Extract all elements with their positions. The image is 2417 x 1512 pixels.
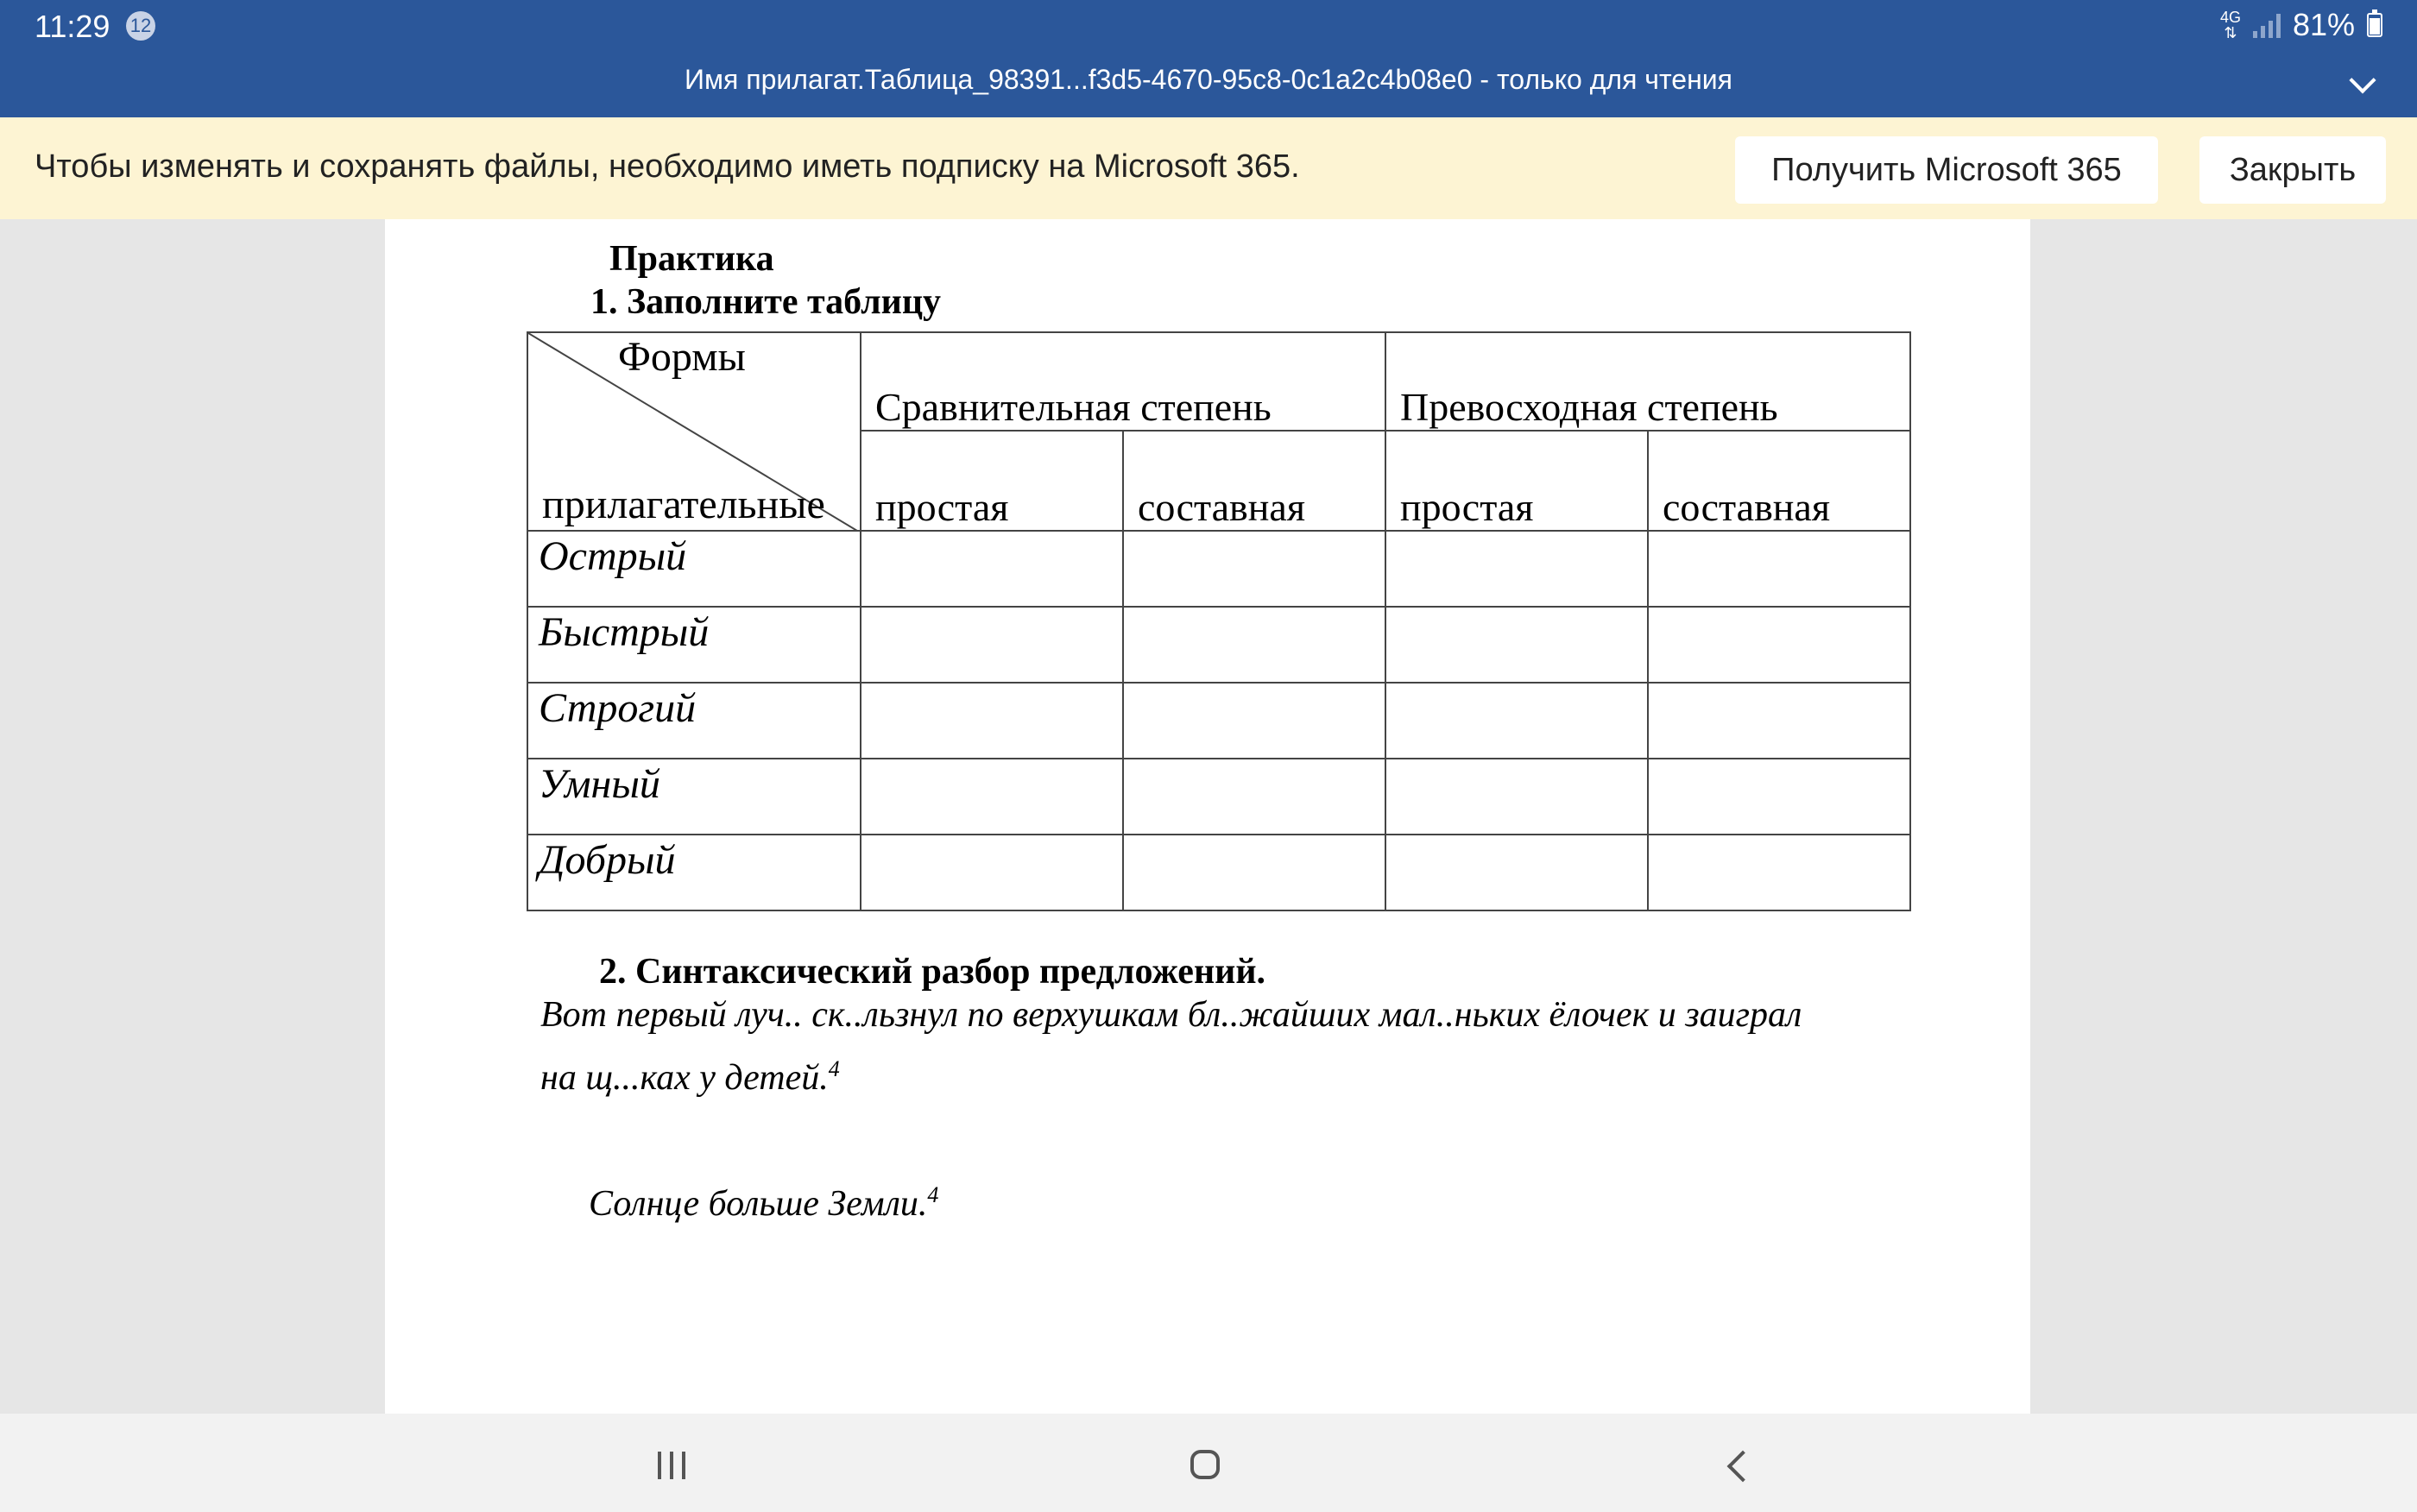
document-page xyxy=(385,219,2030,1414)
recents-icon[interactable] xyxy=(658,1452,685,1479)
close-banner-button[interactable]: Закрыть xyxy=(2199,136,2386,204)
subheader-compound: составная xyxy=(1123,431,1385,531)
subheader-compound: составная xyxy=(1648,431,1910,531)
sentence2: Солнце больше Земли.$^4$ xyxy=(589,1182,939,1224)
empty-cell xyxy=(1385,683,1648,759)
empty-cell xyxy=(1648,531,1910,607)
document-title[interactable]: Имя прилагат.Таблица_98391...f3d5-4670-95c8-0c1a2c4b08e0 - только для чтения xyxy=(685,64,1732,95)
adjective-cell: Быстрый xyxy=(527,607,861,683)
empty-cell xyxy=(1123,607,1385,683)
task1-title: 1. Заполните таблицу xyxy=(590,282,942,322)
empty-cell xyxy=(861,835,1123,910)
adjective-cell: Острый xyxy=(527,531,861,607)
get-microsoft-365-button[interactable]: Получить Microsoft 365 xyxy=(1735,136,2158,204)
subheader-simple: простая xyxy=(1385,431,1648,531)
corner-label-adjectives: прилагательные xyxy=(542,482,825,527)
empty-cell xyxy=(861,683,1123,759)
empty-cell xyxy=(1385,835,1648,910)
banner-message: Чтобы изменять и сохранять файлы, необходимо иметь подписку на Microsoft 365. xyxy=(35,148,1300,185)
adjective-cell: Строгий xyxy=(527,683,861,759)
adjective-cell: Умный xyxy=(527,759,861,835)
task2-title: 2. Синтаксический разбор предложений. xyxy=(599,952,1266,992)
empty-cell xyxy=(1123,683,1385,759)
empty-cell xyxy=(1385,531,1648,607)
subscription-banner xyxy=(0,117,2417,219)
subheader-simple: простая xyxy=(861,431,1123,531)
adjective-cell: Добрый xyxy=(527,835,861,910)
table-row xyxy=(527,835,1910,910)
sentence1-line1: Вот первый луч.. ск..льзнул по верхушкам бл..жайших мал..ньких ёлочек и заиграл xyxy=(540,995,1802,1035)
empty-cell xyxy=(861,607,1123,683)
table-row xyxy=(527,607,1910,683)
table-corner-cell xyxy=(527,332,861,531)
section-title: Практика xyxy=(609,239,774,279)
empty-cell xyxy=(1123,835,1385,910)
battery-level: 81% xyxy=(2292,7,2355,42)
table-row xyxy=(527,759,1910,835)
empty-cell xyxy=(1648,607,1910,683)
corner-label-forms: Формы xyxy=(618,334,746,380)
table-row xyxy=(527,683,1910,759)
signal-icon xyxy=(2253,12,2281,38)
header-superlative: Превосходная степень xyxy=(1385,332,1910,431)
battery-icon xyxy=(2367,13,2382,37)
footnote-mark: 4 xyxy=(927,1182,939,1207)
empty-cell xyxy=(1385,607,1648,683)
empty-cell xyxy=(1648,759,1910,835)
notification-badge: 12 xyxy=(126,11,155,41)
back-icon[interactable] xyxy=(1727,1451,1759,1483)
clock: 11:29 xyxy=(35,9,110,44)
sentence1-line2: на щ...ках у детей.$^4$ xyxy=(540,1056,840,1098)
footnote-mark: 4 xyxy=(828,1056,840,1081)
empty-cell xyxy=(1648,835,1910,910)
home-icon[interactable] xyxy=(1190,1450,1220,1479)
header-comparative: Сравнительная степень xyxy=(861,332,1385,431)
network-4g-icon: 4G ⇅ xyxy=(2219,9,2241,41)
status-bar xyxy=(0,0,2417,117)
empty-cell xyxy=(1123,531,1385,607)
status-icons xyxy=(2220,7,2382,43)
adjective-table xyxy=(527,331,1911,911)
empty-cell xyxy=(1123,759,1385,835)
empty-cell xyxy=(861,531,1123,607)
empty-cell xyxy=(1385,759,1648,835)
table-row xyxy=(527,531,1910,607)
navigation-bar xyxy=(0,1414,2417,1512)
empty-cell xyxy=(861,759,1123,835)
empty-cell xyxy=(1648,683,1910,759)
